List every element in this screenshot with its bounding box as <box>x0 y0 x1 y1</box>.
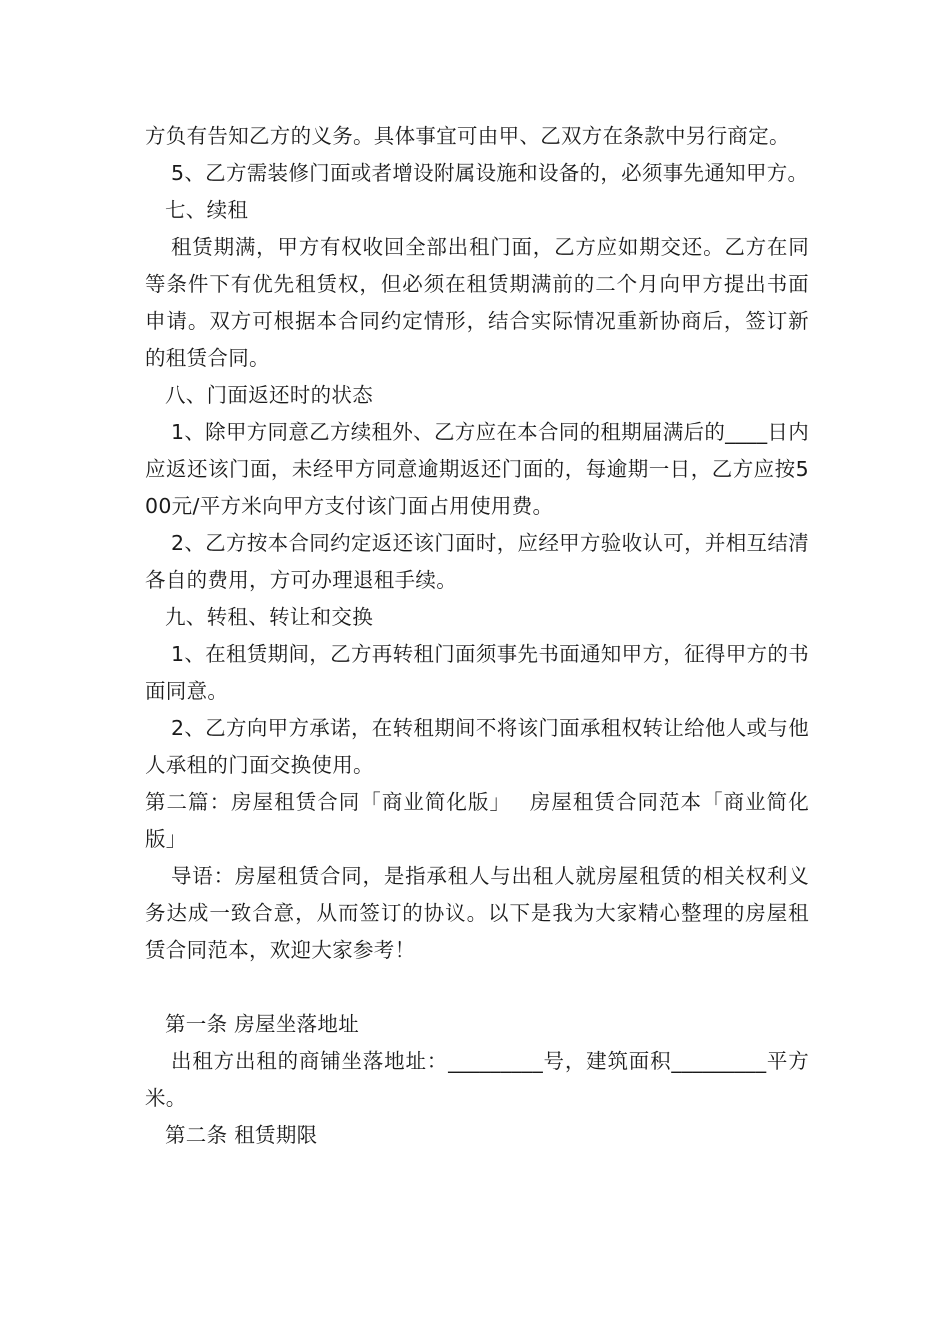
section-heading-return-state: 八、门面返还时的状态 <box>165 383 373 407</box>
paragraph-sublease-clause-2: 2、乙方向甲方承诺，在转租期间不将该门面承租权转让给他人或与他人承租的门面交换使用。 <box>145 716 809 777</box>
article-heading-2-term: 第二条 租赁期限 <box>165 1123 318 1147</box>
blank-line <box>145 969 809 1006</box>
paragraph-return-clause-1: 1、除甲方同意乙方续租外、乙方应在本合同的租期届满后的____日内应返还该门面，未经甲方同意逾期返还门面的，每逾期一日，乙方应按500元/平方米向甲方支付该门面占用使用费。 <box>145 420 809 518</box>
article-heading-1-address: 第一条 房屋坐落地址 <box>165 1012 360 1036</box>
paragraph-return-clause-2: 2、乙方按本合同约定返还该门面时，应经甲方验收认可，并相互结清各自的费用，方可办理退租手续。 <box>145 531 809 592</box>
paragraph-introduction: 导语：房屋租赁合同，是指承租人与出租人就房屋租赁的相关权利义务达成一致合意，从而签订的协议。以下是我为大家精心整理的房屋租赁合同范本，欢迎大家参考！ <box>145 864 809 962</box>
paragraph-notify-obligation: 方负有告知乙方的义务。具体事宜可由甲、乙双方在条款中另行商定。 <box>145 124 790 148</box>
section-heading-renewal: 七、续租 <box>165 198 249 222</box>
section-heading-sublease: 九、转租、转让和交换 <box>165 605 373 629</box>
paragraph-clause-5-renovation: 5、乙方需装修门面或者增设附属设施和设备的，必须事先通知甲方。 <box>171 161 809 185</box>
paragraph-sublease-clause-1: 1、在租赁期间，乙方再转租门面须事先书面通知甲方，征得甲方的书面同意。 <box>145 642 809 703</box>
chapter-title-part-two: 第二篇：房屋租赁合同「商业简化版」 房屋租赁合同范本「商业简化版」 <box>145 790 809 851</box>
paragraph-shop-address: 出租方出租的商铺坐落地址：_________号，建筑面积_________平方米。 <box>145 1049 809 1110</box>
document-body <box>145 118 809 1154</box>
paragraph-renewal: 租赁期满，甲方有权收回全部出租门面，乙方应如期交还。乙方在同等条件下有优先租赁权，但必须在租赁期满前的二个月向甲方提出书面申请。双方可根据本合同约定情形，结合实际情况重新协商后，签订新的租赁合同。 <box>145 235 809 370</box>
